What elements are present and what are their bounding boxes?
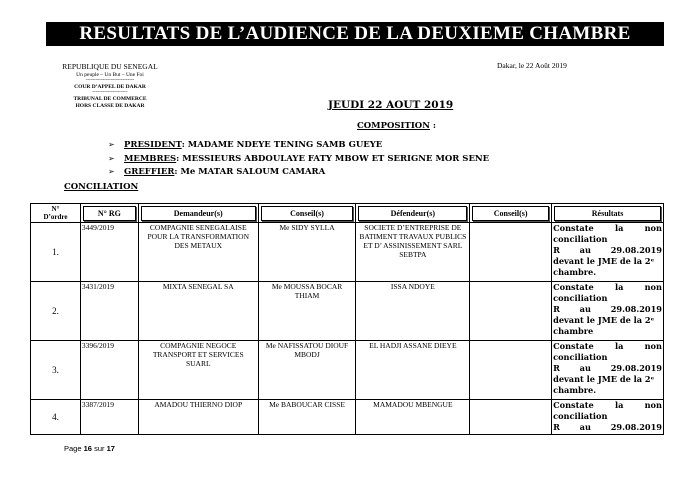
composition-list: [108, 138, 489, 179]
separator: ---------------------: [92, 90, 128, 95]
header-ordre: [31, 204, 81, 223]
cell-ordre: 4.: [31, 400, 81, 435]
role-value: : MESSIEURS ABDOULAYE FATY MBOW ET SERIGNE MOR SENE: [176, 153, 490, 164]
cell-defendeur: SOCIETE D’ENTREPRISE DE BATIMENT TRAVAUX PUBLICS ET D’ ASSINISSEMENT SARL SEBTPA: [356, 223, 470, 282]
res-word: la: [614, 282, 624, 292]
cell-conseil: Me NAFISSATOU DIOUF MBODJ: [258, 341, 356, 400]
cell-resultats: [552, 282, 664, 341]
res-line: conciliation: [553, 352, 608, 362]
cell-defendeur: MAMADOU MBENGUE: [356, 400, 470, 435]
composition-item: [108, 152, 489, 166]
cell-ordre: 2.: [31, 282, 81, 341]
cell-resultats: [552, 341, 664, 400]
res-word: la: [614, 341, 624, 351]
cell-resultats: [552, 400, 664, 435]
footer-sur: sur: [94, 444, 105, 453]
table-row: [31, 400, 664, 435]
header-conseil: [258, 204, 356, 223]
res-word: non: [644, 341, 662, 351]
cell-conseil: [470, 400, 552, 435]
res-word: la: [614, 223, 624, 233]
header-rg-label: N° RG: [83, 206, 136, 221]
cell-rg: 3431/2019: [80, 282, 138, 341]
cell-defendeur: ISSA NDOYE: [356, 282, 470, 341]
cell-ordre: 1.: [31, 223, 81, 282]
res-word: au: [579, 422, 591, 432]
cell-demandeur: COMPAGNIE SENEGALAISE POUR LA TRANSFORMATION DES METAUX: [138, 223, 258, 282]
composition-title-text: COMPOSITION: [357, 121, 430, 131]
cell-defendeur: EL HADJI ASSANE DIEYE: [356, 341, 470, 400]
res-word: non: [644, 400, 662, 410]
header-ordre-label: D’ordre: [43, 213, 68, 221]
cell-conseil: [470, 341, 552, 400]
role-value: : Me MATAR SALOUM CAMARA: [174, 167, 326, 177]
res-line: chambre: [553, 326, 594, 336]
tribunal-label: HORS CLASSE DE DAKAR: [75, 103, 145, 109]
header-demandeur: [138, 204, 258, 223]
arrow-bullet-icon: ➢: [108, 167, 115, 176]
table-row: [31, 282, 664, 341]
cell-rg: 3449/2019: [80, 223, 138, 282]
page-footer: [64, 444, 115, 453]
header-resultats: [552, 204, 664, 223]
res-word: R: [553, 245, 560, 255]
header-left: [50, 62, 170, 110]
section-title: CONCILIATION: [64, 182, 139, 192]
res-line: chambre.: [553, 385, 597, 395]
res-word: au: [579, 304, 591, 314]
footer-page-word: Page: [64, 444, 82, 453]
role-value: : MADAME NDEYE TENING SAMB GUEYE: [181, 140, 383, 150]
res-word: Constate: [553, 282, 594, 292]
header-ordre-n: N°: [51, 205, 60, 213]
hearing-date: JEUDI 22 AOUT 2019: [328, 99, 454, 111]
header-defendeur-label: Défendeur(s): [358, 206, 467, 221]
cell-rg: 3396/2019: [80, 341, 138, 400]
res-word: 29.08.2019: [610, 304, 662, 314]
res-line: chambre.: [553, 267, 597, 277]
res-word: la: [614, 400, 624, 410]
res-word: 29.08.2019: [610, 363, 662, 373]
cell-conseil: [470, 282, 552, 341]
table-row: [31, 223, 664, 282]
res-word: 29.08.2019: [610, 422, 662, 432]
results-table: [30, 203, 664, 435]
res-word: R: [553, 363, 560, 373]
res-line: devant le JME de la 2ᵉ: [553, 374, 655, 384]
footer-page-total: 17: [106, 444, 115, 453]
place-date: Dakar, le 22 Août 2019: [497, 61, 567, 70]
res-word: non: [644, 223, 662, 233]
res-word: Constate: [553, 223, 594, 233]
arrow-bullet-icon: ➢: [108, 153, 115, 163]
composition-item: [108, 138, 489, 152]
table-header-row: [31, 204, 664, 223]
cell-conseil: Me MOUSSA BOCAR THIAM: [258, 282, 356, 341]
res-word: non: [644, 282, 662, 292]
res-line: devant le JME de la 2ᵉ: [553, 315, 655, 325]
header-conseil-label: Conseil(s): [472, 206, 549, 221]
court-label: COUR D’APPEL DE DAKAR: [74, 84, 146, 90]
res-word: au: [579, 363, 591, 373]
cell-conseil: Me SIDY SYLLA: [258, 223, 356, 282]
cell-ordre: 3.: [31, 341, 81, 400]
table-row: [31, 341, 664, 400]
res-line: conciliation: [553, 234, 608, 244]
res-line: devant le JME de la 2ᵉ: [553, 256, 655, 266]
cell-demandeur: AMADOU THIERNO DIOP: [138, 400, 258, 435]
header-conseil-label: Conseil(s): [261, 206, 354, 221]
cell-demandeur: MIXTA SENEGAL SA: [138, 282, 258, 341]
res-word: au: [579, 245, 591, 255]
cell-conseil: Me BABOUCAR CISSE: [258, 400, 356, 435]
motto: Un peuple – Un But – Une Foi: [76, 72, 144, 78]
res-word: Constate: [553, 341, 594, 351]
composition-colon: :: [429, 121, 437, 131]
cell-rg: 3387/2019: [80, 400, 138, 435]
header-resultats-label: Résultats: [554, 206, 661, 221]
arrow-bullet-icon: ➢: [108, 140, 115, 149]
composition-title: [357, 121, 436, 131]
res-line: conciliation: [553, 293, 608, 303]
res-line: conciliation: [553, 411, 608, 421]
res-word: R: [553, 304, 560, 314]
header-conseil: [470, 204, 552, 223]
cell-resultats: [552, 223, 664, 282]
role-label: MEMBRES: [124, 153, 177, 164]
cell-demandeur: COMPAGNIE NEGOCE TRANSPORT ET SERVICES SUARL: [138, 341, 258, 400]
role-label: PRESIDENT: [124, 140, 182, 150]
tribunal-label: TRIBUNAL DE COMMERCE: [73, 96, 147, 102]
republic-label: REPUBLIQUE DU SENEGAL: [62, 62, 158, 71]
res-word: 29.08.2019: [610, 245, 662, 255]
separator: -----------------------------: [85, 78, 135, 83]
res-word: R: [553, 422, 560, 432]
role-label: GREFFIER: [124, 167, 175, 177]
cell-conseil: [470, 223, 552, 282]
header-defendeur: [356, 204, 470, 223]
footer-page-number: 16: [83, 444, 92, 453]
header-rg: [80, 204, 138, 223]
header-demandeur-label: Demandeur(s): [141, 206, 256, 221]
banner-title: RESULTATS DE L’AUDIENCE DE LA DEUXIEME CHAMBRE: [46, 22, 664, 46]
composition-item: [108, 165, 489, 179]
res-word: Constate: [553, 400, 594, 410]
